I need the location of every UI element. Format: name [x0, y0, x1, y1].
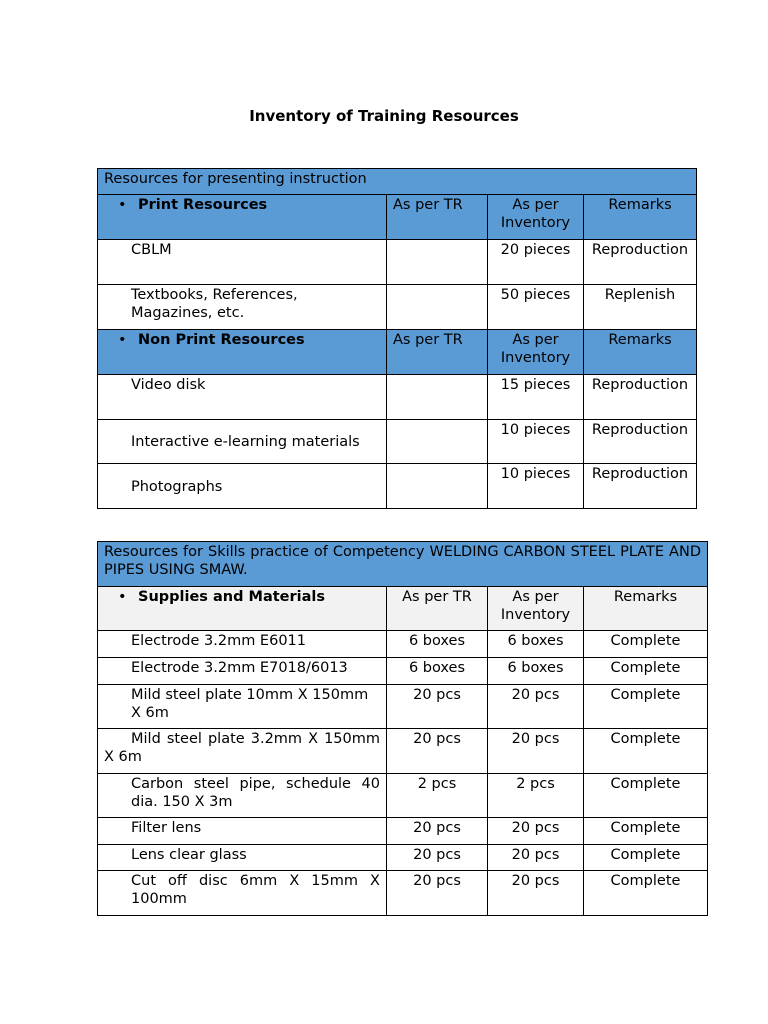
remarks-cell: Reproduction	[584, 375, 697, 420]
tr-cell	[387, 375, 488, 420]
remarks-cell: Reproduction	[584, 240, 697, 285]
remarks-cell: Complete	[584, 774, 708, 818]
inventory-cell: 20 pcs	[488, 685, 584, 729]
tr-cell: 6 boxes	[387, 631, 488, 658]
item-cell: Lens clear glass	[98, 845, 387, 871]
item-cell: Electrode 3.2mm E7018/6013	[98, 658, 387, 685]
tr-cell: 20 pcs	[387, 871, 488, 916]
inventory-cell: 10 pieces	[488, 420, 584, 464]
inventory-cell: 2 pcs	[488, 774, 584, 818]
inventory-cell: 20 pieces	[488, 240, 584, 285]
column-header-inventory: As per Inventory	[488, 587, 584, 631]
column-header-remarks: Remarks	[584, 587, 708, 631]
remarks-cell: Complete	[584, 871, 708, 916]
table-row	[98, 871, 708, 916]
tr-cell	[387, 285, 488, 330]
tr-cell: 20 pcs	[387, 685, 488, 729]
item-cell: Cut off disc 6mm X 15mm X 100mm	[98, 871, 387, 916]
column-header-tr: As per TR	[387, 587, 488, 631]
remarks-cell: Complete	[584, 658, 708, 685]
tr-cell: 20 pcs	[387, 818, 488, 845]
table-row	[98, 464, 697, 509]
column-header-tr: As per TR	[387, 330, 488, 375]
item-cell: Carbon steel pipe, schedule 40 dia. 150 X 3m	[98, 774, 387, 818]
presenting-instruction-table	[97, 168, 697, 509]
bullet-icon: •	[118, 589, 127, 605]
remarks-cell: Complete	[584, 685, 708, 729]
bullet-icon: •	[118, 197, 127, 213]
column-header-tr: As per TR	[387, 195, 488, 240]
section-heading: • Print Resources	[98, 195, 387, 240]
inventory-cell: 6 boxes	[488, 631, 584, 658]
item-cell: Filter lens	[98, 818, 387, 845]
column-header-remarks: Remarks	[584, 195, 697, 240]
item-cell: Interactive e-learning materials	[98, 420, 387, 464]
inventory-cell: 15 pieces	[488, 375, 584, 420]
table-row	[98, 685, 708, 729]
remarks-cell: Complete	[584, 845, 708, 871]
table-row	[98, 729, 708, 774]
inventory-cell: 10 pieces	[488, 464, 584, 509]
item-cell: Mild steel plate 3.2mm X 150mm X 6m	[98, 729, 387, 774]
bullet-icon: •	[118, 332, 127, 348]
item-cell: CBLM	[98, 240, 387, 285]
table-row	[98, 658, 708, 685]
column-header-inventory: As per Inventory	[488, 195, 584, 240]
remarks-cell: Complete	[584, 631, 708, 658]
table-header: Resources for presenting instruction	[98, 169, 697, 195]
table-header: Resources for Skills practice of Competency WELDING CARBON STEEL PLATE AND PIPES USING SMAW.	[98, 542, 708, 587]
table-row	[98, 375, 697, 420]
item-cell: Textbooks, References, Magazines, etc.	[98, 285, 387, 330]
remarks-cell: Complete	[584, 729, 708, 774]
item-cell: Video disk	[98, 375, 387, 420]
table-row	[98, 240, 697, 285]
table-row	[98, 774, 708, 818]
remarks-cell: Replenish	[584, 285, 697, 330]
table-row	[98, 285, 697, 330]
remarks-cell: Reproduction	[584, 464, 697, 509]
tr-cell	[387, 240, 488, 285]
inventory-cell: 20 pcs	[488, 871, 584, 916]
inventory-cell: 6 boxes	[488, 658, 584, 685]
item-cell: Electrode 3.2mm E6011	[98, 631, 387, 658]
remarks-cell: Reproduction	[584, 420, 697, 464]
inventory-cell: 50 pieces	[488, 285, 584, 330]
skills-practice-table	[97, 541, 708, 916]
tr-cell: 20 pcs	[387, 729, 488, 774]
item-cell: Mild steel plate 10mm X 150mm X 6m	[98, 685, 387, 729]
tr-cell: 20 pcs	[387, 845, 488, 871]
inventory-cell: 20 pcs	[488, 845, 584, 871]
table-row	[98, 420, 697, 464]
tr-cell	[387, 464, 488, 509]
inventory-cell: 20 pcs	[488, 729, 584, 774]
remarks-cell: Complete	[584, 818, 708, 845]
table-row	[98, 631, 708, 658]
section-heading: • Supplies and Materials	[98, 587, 387, 631]
page-title: Inventory of Training Resources	[249, 107, 519, 125]
table-row	[98, 818, 708, 845]
tr-cell: 2 pcs	[387, 774, 488, 818]
column-header-remarks: Remarks	[584, 330, 697, 375]
tr-cell: 6 boxes	[387, 658, 488, 685]
item-cell: Photographs	[98, 464, 387, 509]
inventory-cell: 20 pcs	[488, 818, 584, 845]
section-heading: • Non Print Resources	[98, 330, 387, 375]
column-header-inventory: As per Inventory	[488, 330, 584, 375]
tr-cell	[387, 420, 488, 464]
table-row	[98, 845, 708, 871]
